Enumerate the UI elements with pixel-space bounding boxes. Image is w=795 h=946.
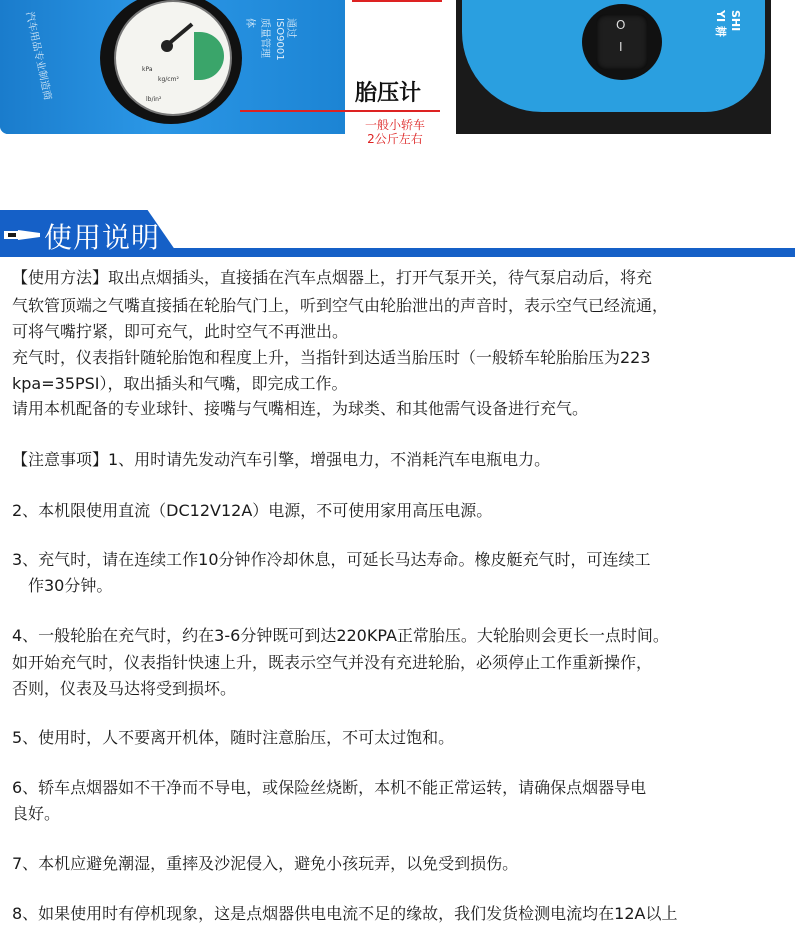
instruction-line: 可将气嘴拧紧，即可充气，此时空气不再泄出。 — [12, 322, 349, 341]
instruction-line: 【使用方法】取出点烟插头，直接插在汽车点烟器上，打开气泵开关，待气泵启动后，将充 — [12, 268, 653, 287]
gauge-unit: kPa — [142, 66, 153, 73]
instruction-line: 请用本机配备的专业球针、接嘴与气嘴相连，为球类、和其他需气设备进行充气。 — [12, 399, 589, 418]
arrow-hand-icon — [4, 228, 40, 242]
section-header — [0, 210, 795, 262]
notice-line: 如开始充气时，仪表指针快速上升，既表示空气并没有充进轮胎，必须停止工作重新操作， — [12, 653, 653, 672]
notice-line: 7、本机应避免潮湿，重摔及沙泥侵入，避免小孩玩弄，以免受到损伤。 — [12, 854, 519, 873]
notice-line: 6、轿车点烟器如不干净而不导电，或保险丝烧断，本机不能正常运转，请确保点烟器导电 — [12, 778, 647, 797]
gauge-unit: kg/cm² — [158, 76, 179, 83]
annotation-line — [240, 110, 440, 112]
notice-line: 否则，仪表及马达将受到损坏。 — [12, 679, 237, 698]
instruction-line: kpa=35PSI），取出插头和气嘴，即完成工作。 — [12, 374, 348, 393]
printed-text: 汽车用品专业制造商 — [23, 10, 53, 102]
gauge-label-title: 胎压计 — [355, 81, 422, 106]
gauge-unit: lb/in² — [146, 96, 162, 103]
printed-text: SHI YI 耕 — [714, 10, 742, 37]
gauge-label-subtitle: 一般小轿车 2公斤左右 — [364, 118, 425, 146]
notice-line: 2、本机限使用直流（DC12V12A）电源，不可使用家用高压电源。 — [12, 501, 493, 520]
notice-line: 作30分钟。 — [12, 576, 113, 595]
product-photo — [0, 0, 795, 170]
notice-line: 8、如果使用时有停机现象，这是点烟器供电电流不足的缘故，我们发货检测电流均在12A以上 — [12, 904, 678, 923]
pump-body-right — [456, 0, 771, 134]
notice-line: 【注意事项】1、用时请先发动汽车引擎，增强电力，不消耗汽车电瓶电力。 — [12, 450, 551, 469]
notice-line: 5、使用时，人不要离开机体，随时注意胎压，不可太过饱和。 — [12, 728, 455, 747]
notice-line: 良好。 — [12, 804, 61, 823]
switch-off-symbol: O — [616, 18, 626, 32]
notice-line: 4、一般轮胎在充气时，约在3-6分钟既可到达220KPA正常胎压。大轮胎则会更长一点时间。 — [12, 626, 669, 645]
switch-on-symbol: I — [619, 40, 623, 54]
instruction-line: 气软管顶端之气嘴直接插在轮胎气门上，听到空气由轮胎泄出的声音时，表示空气已经流通， — [12, 296, 669, 315]
instruction-line: 充气时，仪表指针随轮胎饱和程度上升，当指针到达适当胎压时（一般轿车轮胎胎压为223 — [12, 348, 651, 367]
annotation-line — [352, 0, 442, 2]
section-title: 使用说明 — [44, 221, 161, 254]
notice-line: 3、充气时，请在连续工作10分钟作冷却休息，可延长马达寿命。橡皮艇充气时，可连续工 — [12, 550, 651, 569]
pump-body-left — [0, 0, 345, 134]
printed-text: 通过ISO9001质量管理体 — [244, 18, 296, 61]
